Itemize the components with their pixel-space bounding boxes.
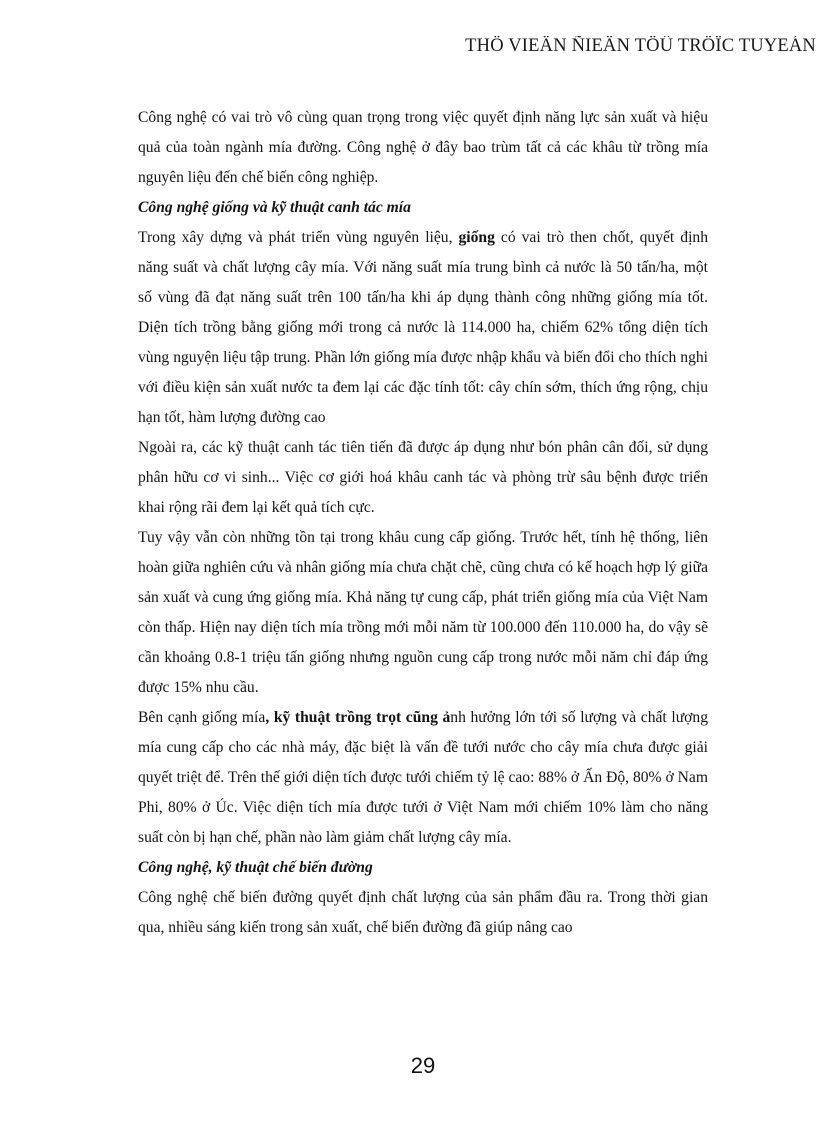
paragraph-processing: Công nghệ chế biến đường quyết định chất lượng của sản phẩm đầu ra. Trong thời gian qua, nhiều sáng kiến trong sản xuất, chế biến đường đã giúp nâng cao [138, 889, 708, 936]
paragraph-varieties [138, 223, 708, 433]
paragraph-intro: Công nghệ có vai trò vô cùng quan trọng trong việc quyết định năng lực sản xuất và hiệu quả của toàn ngành mía đường. Công nghệ ở đây bao trùm tất cả các khâu từ trồng mía nguyên liệu đến chế biến công nghiệp. [138, 109, 708, 186]
paragraph-cultivation-techniques: Ngoài ra, các kỹ thuật canh tác tiên tiến đã được áp dụng như bón phân cân đối, sử dụng phân hữu cơ vi sinh... Việc cơ giới hoá khâu canh tác và phòng trừ sâu bệnh được triển khai rộng rãi đem lại kết quả tích cực. [138, 439, 708, 516]
page-number: 29 [410, 1053, 436, 1078]
document-body [138, 103, 708, 943]
section-heading-processing: Công nghệ, kỹ thuật chế biến đường [138, 859, 373, 876]
emphasis-giong: giống [458, 229, 495, 246]
emphasis-cultivation-technique: , kỹ thuật trồng trọt cũng ả [265, 709, 451, 726]
paragraph-varieties-text-rest: có vai trò then chốt, quyết định năng suất và chất lượng cây mía. Với năng suất mía trung bình cả nước là 50 tấn/ha, một số vùng đã đạt năng suất trên 100 tấn/ha khi áp dụng thành công những giống mía tốt. Diện tích trồng bằng giống mới trong cả nước là 114.000 ha, chiếm 62% tổng diện tích vùng nguyện liệu tập trung. Phần lớn giống mía được nhập khẩu và biến đổi cho thích nghi với điều kiện sản xuất nước ta đem lại các đặc tính tốt: cây chín sớm, thích ứng rộng, chịu hạn tốt, hàm lượng đường cao [138, 229, 708, 426]
paragraph-irrigation-text-start: Bên cạnh giống mía [138, 709, 266, 726]
section-heading-varieties: Công nghệ giống và kỹ thuật canh tác mía [138, 199, 411, 216]
page-header: THÖ VIEÄN ÑIEÄN TÖÛ TRÖÏC TUYEÁN [465, 36, 816, 56]
paragraph-irrigation [138, 703, 708, 853]
paragraph-varieties-text-start: Trong xây dựng và phát triển vùng nguyên liệu, [138, 229, 459, 246]
paragraph-irrigation-text-rest: nh hưởng lớn tới số lượng và chất lượng mía cung cấp cho các nhà máy, đặc biệt là vấn đề tưới nước cho cây mía chưa được giải quyết triệt để. Trên thế giới diện tích được tưới chiếm tỷ lệ cao: 88% ở Ấn Độ, 80% ở Nam Phi, 80% ở Úc. Việc diện tích mía được tưới ở Việt Nam mới chiếm 10% làm cho năng suất còn bị hạn chế, phần nào làm giảm chất lượng cây mía. [138, 709, 708, 846]
paragraph-supply-issues: Tuy vậy vẫn còn những tồn tại trong khâu cung cấp giống. Trước hết, tính hệ thống, liên hoàn giữa nghiên cứu và nhân giống mía chưa chặt chẽ, cũng chưa có kế hoạch hợp lý giữa sản xuất và cung ứng giống mía. Khả năng tự cung cấp, phát triển giống mía của Việt Nam còn thấp. Hiện nay diện tích mía trồng mới mỗi năm từ 100.000 đến 110.000 ha, do vậy sẽ cần khoảng 0.8-1 triệu tấn giống nhưng nguồn cung cấp trong nước mỗi năm chỉ đáp ứng được 15% nhu cầu. [138, 529, 708, 696]
